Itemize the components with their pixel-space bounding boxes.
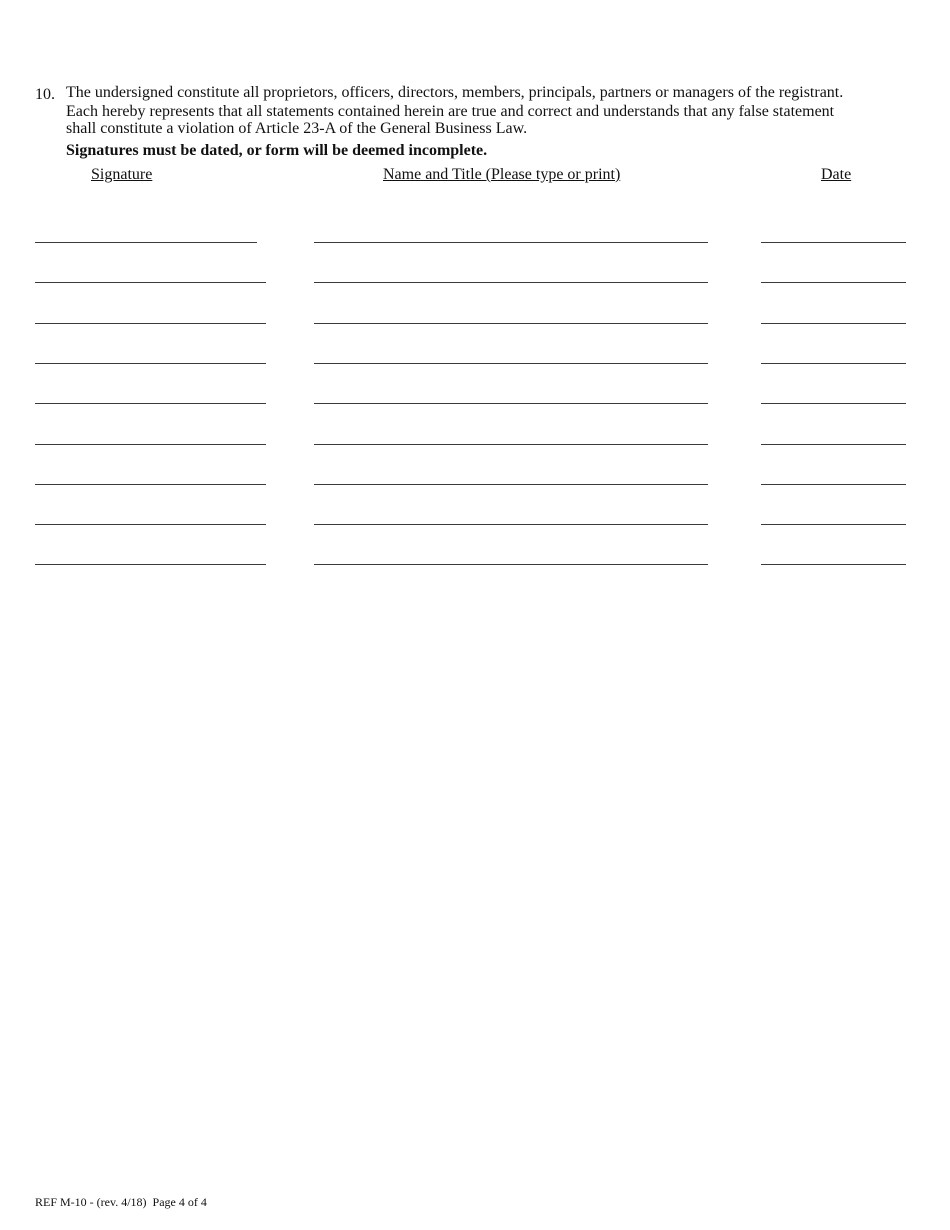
date-line[interactable]	[761, 323, 906, 324]
signature-line[interactable]	[35, 363, 266, 364]
name-title-line[interactable]	[314, 403, 708, 404]
signature-row	[0, 524, 950, 526]
date-line[interactable]	[761, 484, 906, 485]
statement-line-2: Each hereby represents that all statements contained herein are true and correct and understands that any false statement	[66, 103, 835, 120]
signature-row	[0, 242, 950, 244]
name-title-line[interactable]	[314, 363, 708, 364]
item-number: 10.	[35, 86, 55, 103]
name-title-line[interactable]	[314, 444, 708, 445]
signature-row	[0, 323, 950, 325]
date-line[interactable]	[761, 564, 906, 565]
signature-line[interactable]	[35, 323, 266, 324]
signature-row	[0, 363, 950, 365]
name-title-line[interactable]	[314, 564, 708, 565]
signature-line[interactable]	[35, 524, 266, 525]
signature-line[interactable]	[35, 282, 266, 283]
signature-row	[0, 484, 950, 486]
name-title-line[interactable]	[314, 524, 708, 525]
date-line[interactable]	[761, 363, 906, 364]
statement-line-3: shall constitute a violation of Article 23-A of the General Business Law.	[66, 120, 528, 137]
signature-line[interactable]	[35, 444, 266, 445]
name-title-line[interactable]	[314, 323, 708, 324]
date-line[interactable]	[761, 444, 906, 445]
signature-row	[0, 403, 950, 405]
statement-line-1: The undersigned constitute all proprietors, officers, directors, members, principals, partners or managers of the registrant.	[66, 84, 844, 101]
date-line[interactable]	[761, 242, 906, 243]
date-column-header: Date	[821, 166, 852, 183]
signature-requirement-notice: Signatures must be dated, or form will be deemed incomplete.	[66, 142, 488, 159]
signature-row	[0, 282, 950, 284]
name-title-column-header: Name and Title (Please type or print)	[383, 166, 621, 183]
signature-line[interactable]	[35, 484, 266, 485]
date-line[interactable]	[761, 524, 906, 525]
signature-line[interactable]	[35, 403, 266, 404]
signature-column-header: Signature	[91, 166, 153, 183]
date-line[interactable]	[761, 282, 906, 283]
name-title-line[interactable]	[314, 242, 708, 243]
signature-line[interactable]	[35, 564, 266, 565]
signature-row	[0, 444, 950, 446]
form-footer: REF M-10 - (rev. 4/18) Page 4 of 4	[35, 1195, 207, 1209]
attestation-statement	[66, 83, 936, 161]
date-line[interactable]	[761, 403, 906, 404]
signature-row	[0, 564, 950, 566]
name-title-line[interactable]	[314, 484, 708, 485]
name-title-line[interactable]	[314, 282, 708, 283]
signature-line[interactable]	[35, 242, 257, 243]
